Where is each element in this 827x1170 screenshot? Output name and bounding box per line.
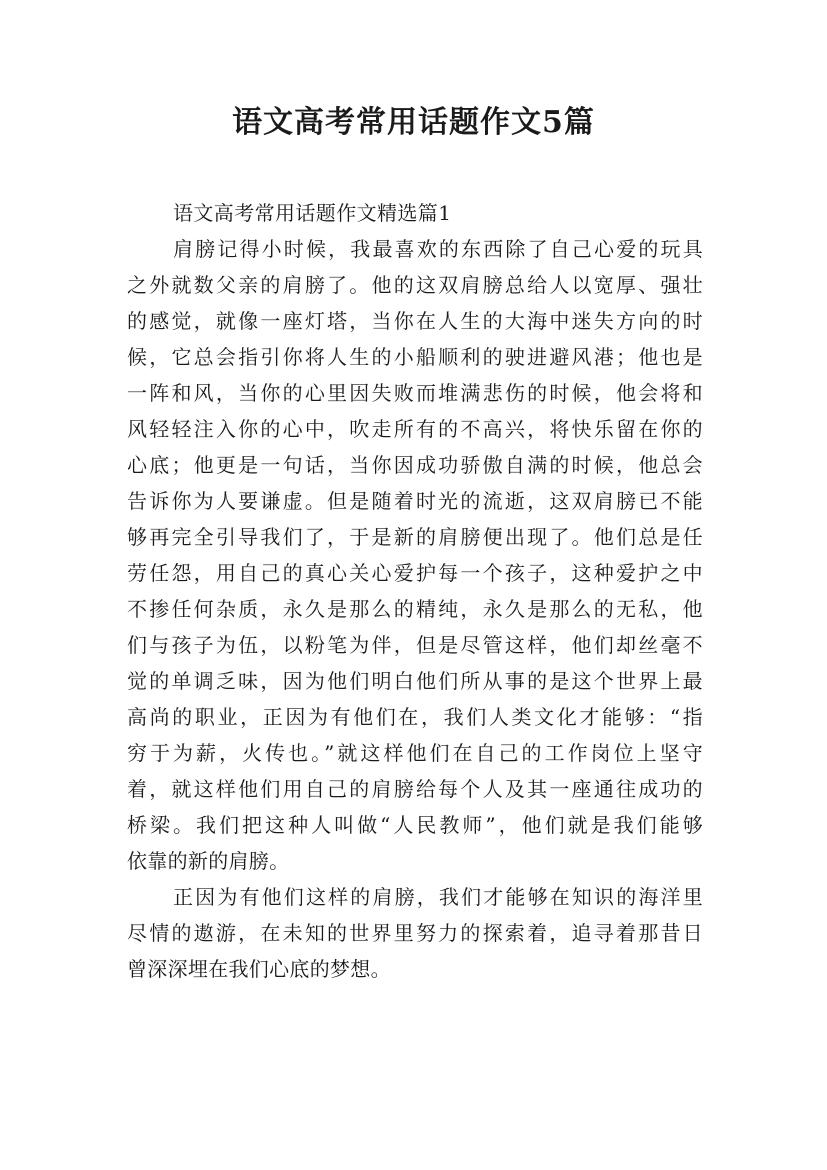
- paragraph-line: 候，它总会指引你将人生的小船顺利的驶进避风港；他也是: [127, 345, 703, 369]
- document-body: [127, 195, 703, 987]
- paragraph-line: 觉的单调乏味，因为他们明白他们所从事的是这个世界上最: [127, 669, 703, 693]
- paragraph-line: 依靠的新的肩膀。: [127, 849, 290, 873]
- paragraph-line: 的感觉，就像一座灯塔，当你在人生的大海中迷失方向的时: [127, 309, 703, 333]
- paragraph-line: 一阵和风，当你的心里因失败而堆满悲伤的时候，他会将和: [127, 381, 703, 405]
- paragraph-line: 够再完全引导我们了，于是新的肩膀便出现了。他们总是任: [127, 525, 703, 549]
- section-subheading: 语文高考常用话题作文精选篇1: [173, 201, 452, 225]
- paragraph-line: 告诉你为人要谦虚。但是随着时光的流逝，这双肩膀已不能: [127, 489, 703, 513]
- paragraph-2: [127, 879, 703, 987]
- paragraph-line: 劳任怨，用自己的真心关心爱护每一个孩子，这种爱护之中: [127, 561, 703, 585]
- paragraph-line: 不掺任何杂质，永久是那么的精纯，永久是那么的无私，他: [127, 597, 703, 621]
- paragraph-line: 尽情的遨游，在未知的世界里努力的探索着，追寻着那昔日: [127, 921, 703, 945]
- paragraph-line: 曾深深埋在我们心底的梦想。: [127, 957, 391, 981]
- paragraph-line: 之外就数父亲的肩膀了。他的这双肩膀总给人以宽厚、强壮: [127, 273, 703, 297]
- paragraph-line: 高尚的职业，正因为有他们在，我们人类文化才能够：“指: [127, 705, 703, 729]
- document-title: 语文高考常用话题作文5篇: [232, 105, 595, 140]
- paragraph-line: 风轻轻注入你的心中，吹走所有的不高兴，将快乐留在你的: [127, 417, 703, 441]
- paragraph-1: [127, 231, 703, 879]
- paragraph-line: 穷于为薪，火传也。”就这样他们在自己的工作岗位上坚守: [127, 741, 703, 765]
- paragraph-line: 肩膀记得小时候，我最喜欢的东西除了自己心爱的玩具: [173, 237, 703, 261]
- paragraph-line: 着，就这样他们用自己的肩膀给每个人及其一座通往成功的: [127, 777, 703, 801]
- paragraph-line: 心底；他更是一句话，当你因成功骄傲自满的时候，他总会: [127, 453, 703, 477]
- paragraph-line: 们与孩子为伍，以粉笔为伴，但是尽管这样，他们却丝毫不: [127, 633, 703, 657]
- paragraph-line: 桥梁。我们把这种人叫做“人民教师”，他们就是我们能够: [127, 813, 703, 837]
- paragraph-line: 正因为有他们这样的肩膀，我们才能够在知识的海洋里: [173, 885, 703, 909]
